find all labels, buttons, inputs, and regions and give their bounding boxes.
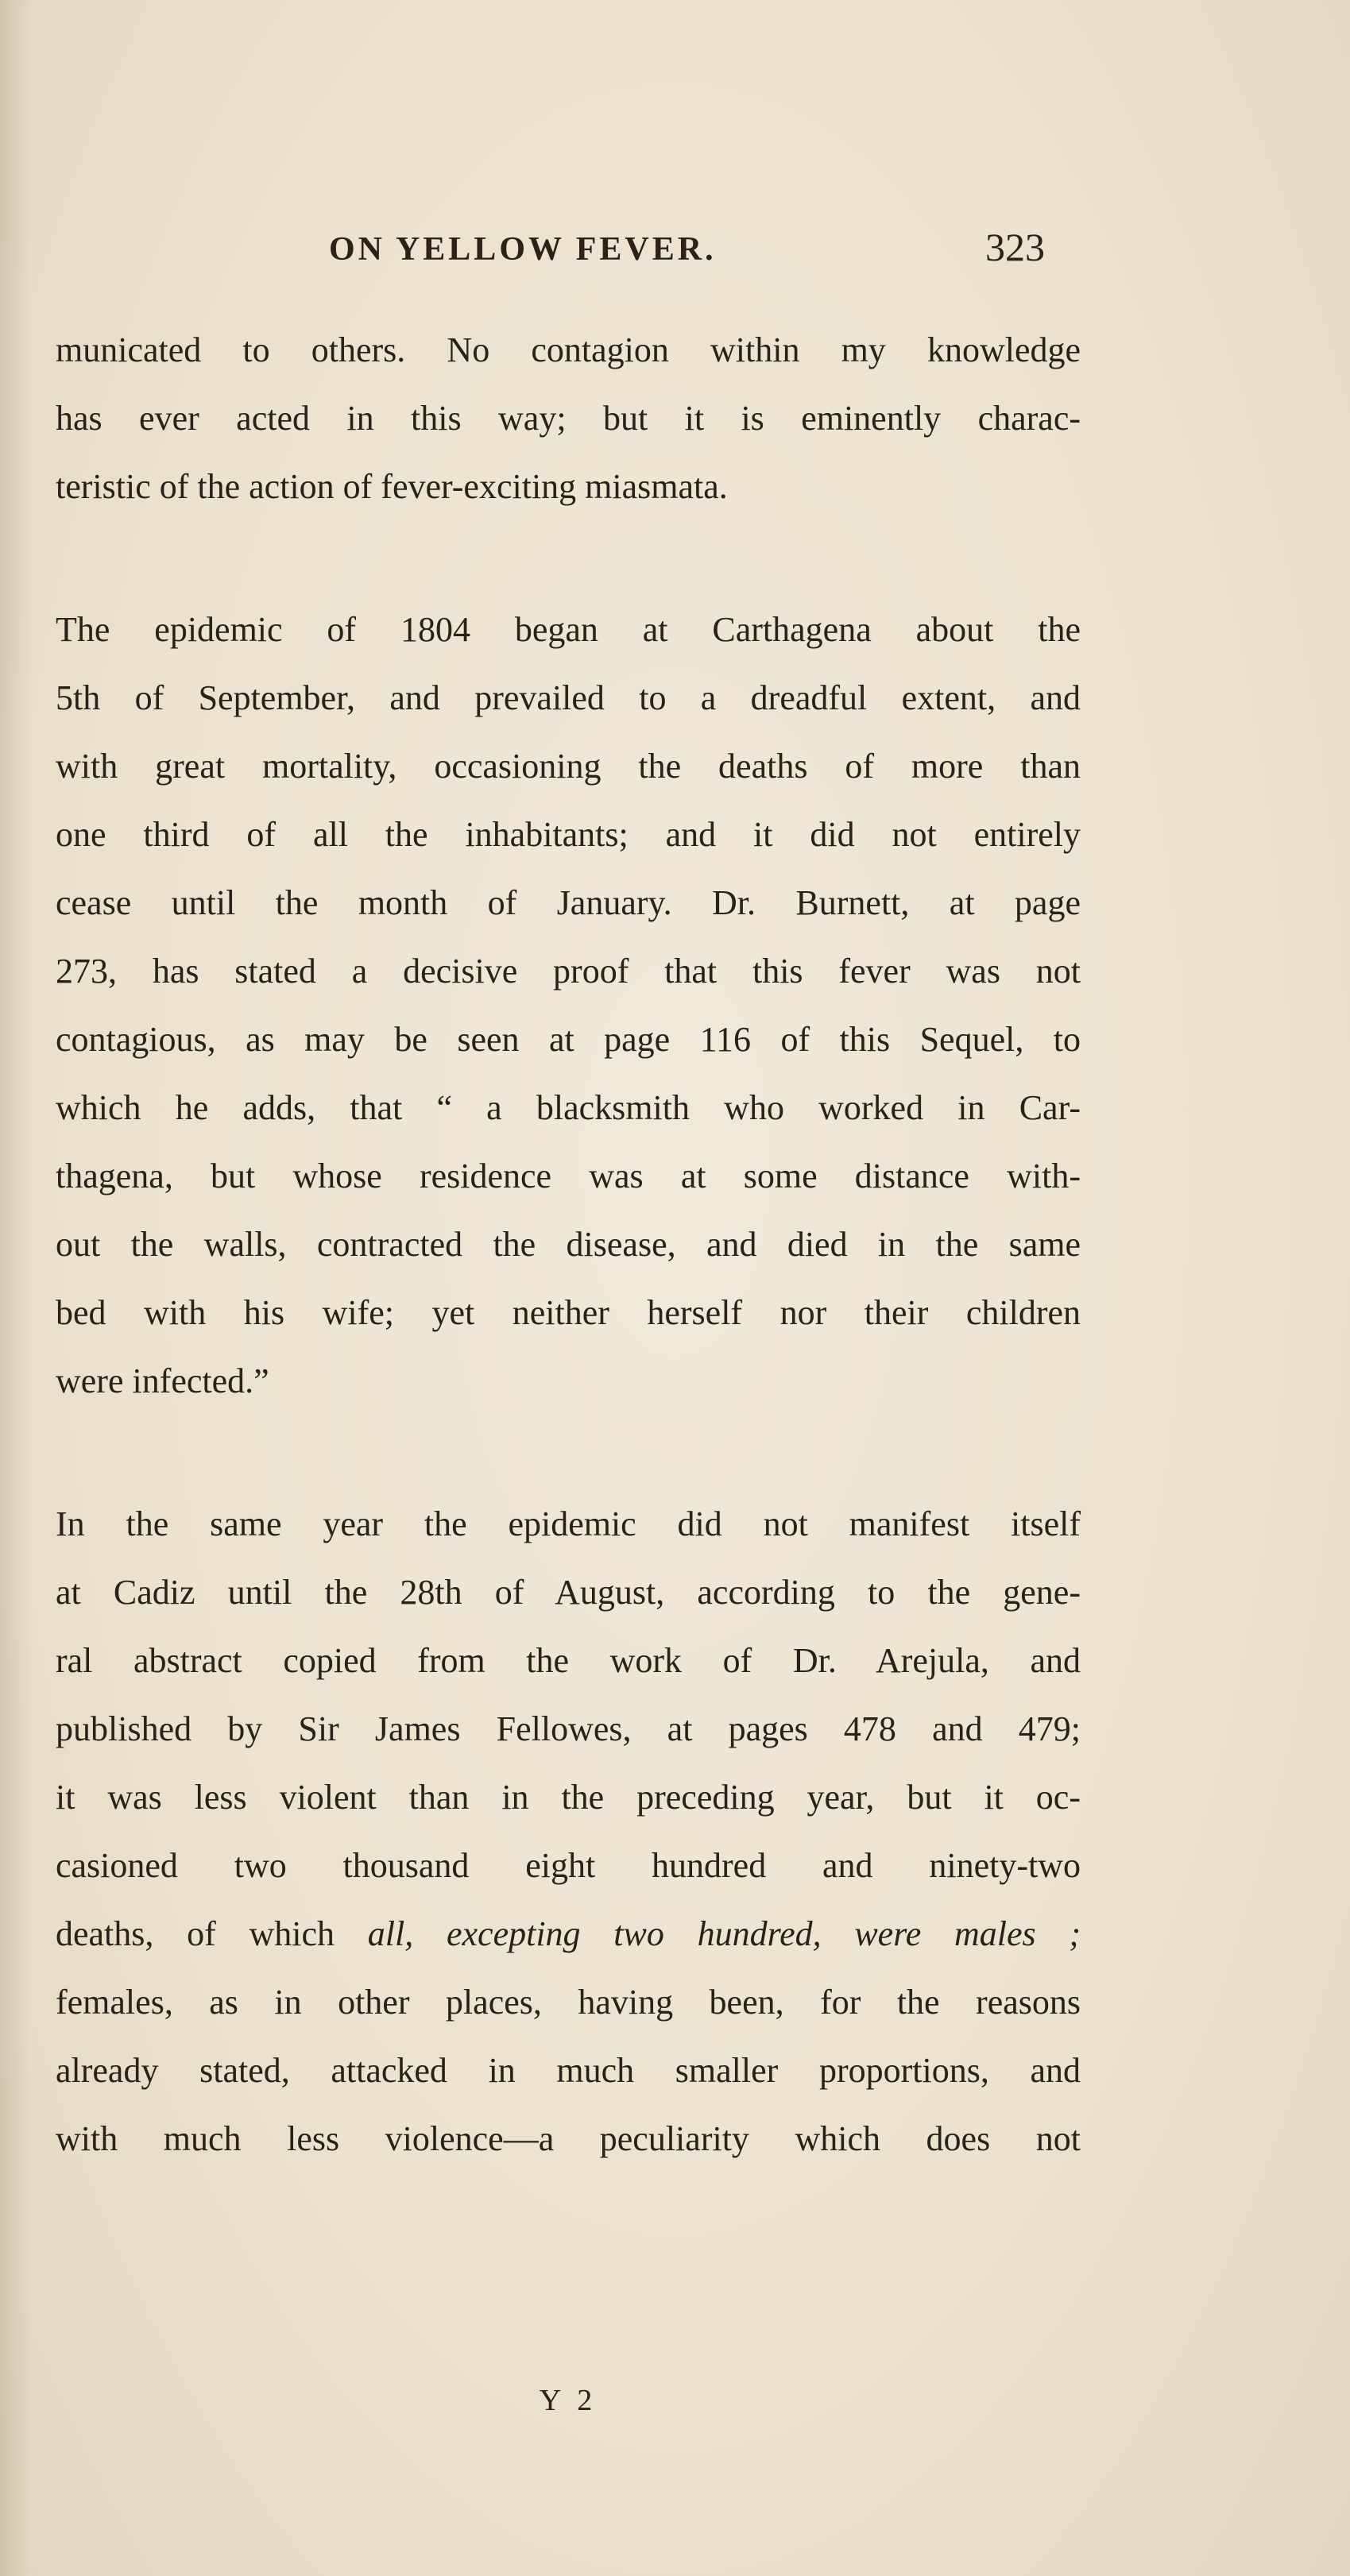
text-line: published by Sir James Fellowes, at pages 478 and 479; xyxy=(56,1709,1081,1748)
text-line: bed with his wife; yet neither herself nor their children xyxy=(56,1293,1081,1332)
page-number: 323 xyxy=(985,225,1045,269)
text-line: females, as in other places, having been, for the reasons xyxy=(56,1983,1081,2022)
text-line-with-italics xyxy=(56,1900,1081,1968)
text-line: ral abstract copied from the work of Dr. Arejula, and xyxy=(56,1641,1081,1680)
text-line: The epidemic of 1804 began at Carthagena about the xyxy=(56,610,1081,649)
text-line: cease until the month of January. Dr. Burnett, at page xyxy=(56,883,1081,922)
text-line: 273, has stated a decisive proof that this fever was not xyxy=(56,952,1081,991)
body-text xyxy=(56,316,1081,2173)
paragraph-gap xyxy=(56,521,1081,596)
text-line: In the same year the epidemic did not manifest itself xyxy=(56,1504,1081,1543)
text-line: which he adds, that “ a blacksmith who worked in Car- xyxy=(56,1088,1081,1127)
text-line: out the walls, contracted the disease, and died in the same xyxy=(56,1225,1081,1264)
text-line: 5th of September, and prevailed to a dreadful extent, and xyxy=(56,678,1081,717)
text-line: municated to others. No contagion within my knowledge xyxy=(56,330,1081,369)
text-line: it was less violent than in the preceding year, but it oc- xyxy=(56,1778,1081,1817)
text-line: contagious, as may be seen at page 116 of this Sequel, to xyxy=(56,1020,1081,1059)
running-title: ON YELLOW FEVER. xyxy=(329,231,717,268)
text-run: deaths, of which xyxy=(56,1914,368,1953)
text-line: teristic of the action of fever-exciting miasmata. xyxy=(56,467,728,506)
text-line: at Cadiz until the 28th of August, according to the gene- xyxy=(56,1573,1081,1612)
text-line: were infected.” xyxy=(56,1361,269,1400)
text-line: has ever acted in this way; but it is eminently charac- xyxy=(56,399,1081,438)
text-line: one third of all the inhabitants; and it did not entirely xyxy=(56,815,1081,854)
text-line: already stated, attacked in much smaller proportions, and xyxy=(56,2051,1081,2090)
running-head xyxy=(0,224,1350,280)
text-line: casioned two thousand eight hundred and ninety-two xyxy=(56,1846,1081,1885)
text-line: with much less violence—a peculiarity which does not xyxy=(56,2119,1081,2158)
text-line: thagena, but whose residence was at some distance with- xyxy=(56,1157,1081,1195)
italic-text-run: all, excepting two hundred, were males ; xyxy=(367,1914,1081,1953)
text-line: with great mortality, occasioning the deaths of more than xyxy=(56,747,1081,786)
signature-mark: Y 2 xyxy=(539,2384,598,2417)
paragraph-gap xyxy=(56,1415,1081,1490)
